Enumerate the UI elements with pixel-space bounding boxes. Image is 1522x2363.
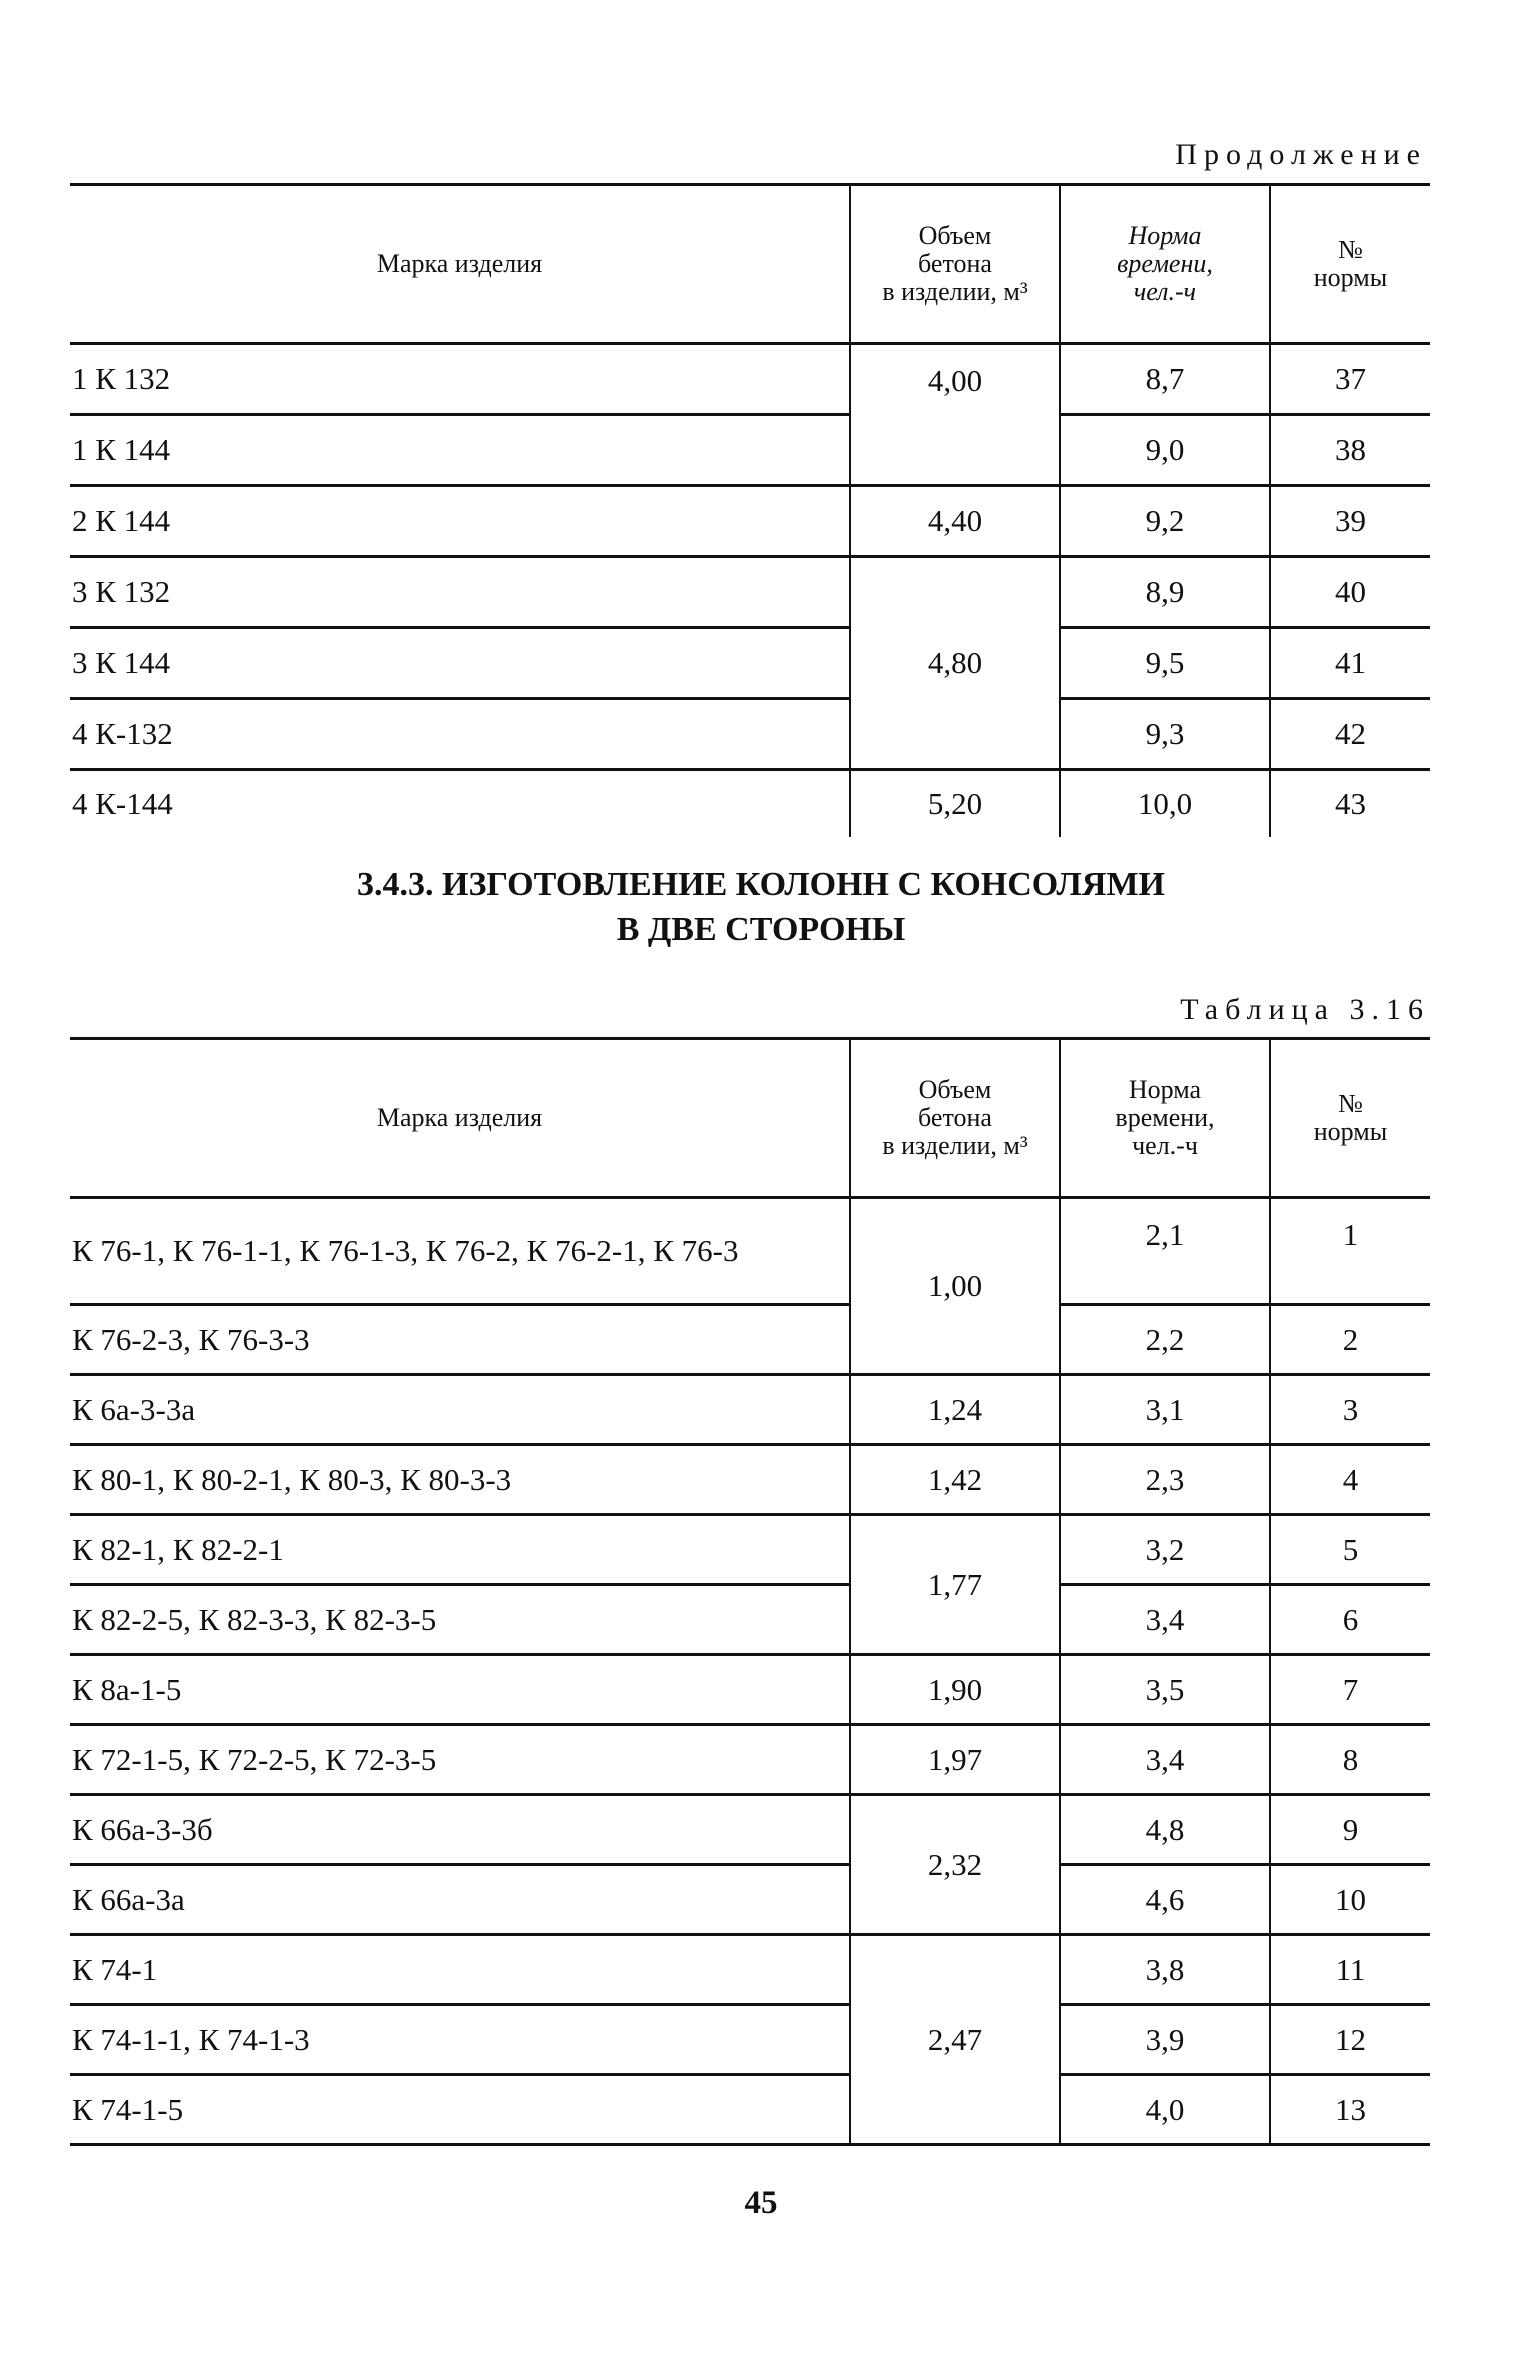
time-cell: 4,0 — [1060, 2075, 1270, 2145]
table-row — [70, 1515, 1430, 1585]
page-number: 45 — [744, 2185, 778, 2221]
mark-cell: К 76-2-3, К 76-3-3 — [70, 1305, 850, 1375]
time-cell: 9,2 — [1060, 486, 1270, 557]
mark-cell: К 82-1, К 82-2-1 — [70, 1515, 850, 1585]
table-number-label: Таблица 3.16 — [1180, 993, 1430, 1026]
header-volume: Объем бетона в изделии, м³ — [850, 185, 1060, 344]
time-cell: 3,2 — [1060, 1515, 1270, 1585]
section-title: 3.4.3. ИЗГОТОВЛЕНИЕ КОЛОНН С КОНСОЛЯМИ В ДВЕ СТОРОНЫ — [357, 866, 1165, 948]
time-cell: 9,5 — [1060, 628, 1270, 699]
volume-cell: 4,40 — [850, 486, 1060, 557]
mark-cell: 4 К-144 — [72, 786, 173, 821]
header-time: Норма времени, чел.-ч — [1060, 185, 1270, 344]
time-cell: 9,3 — [1060, 699, 1270, 770]
volume-cell: 2,47 — [850, 1935, 1060, 2145]
table-row — [70, 415, 1430, 486]
number-cell: 13 — [1270, 2075, 1430, 2145]
mark-cell: 1 К 144 — [70, 415, 850, 486]
table-row — [70, 486, 1430, 557]
table-row — [70, 628, 1430, 699]
time-cell: 3,9 — [1060, 2005, 1270, 2075]
mark-cell: К 74-1-1, К 74-1-3 — [70, 2005, 850, 2075]
time-cell: 4,6 — [1060, 1865, 1270, 1935]
mark-cell: К 72-1-5, К 72-2-5, К 72-3-5 — [70, 1725, 850, 1795]
header-volume: Объем бетона в изделии, м³ — [850, 1039, 1060, 1198]
number-cell: 12 — [1270, 2005, 1430, 2075]
number-cell: 4 — [1270, 1445, 1430, 1515]
volume-cell: 5,20 — [850, 770, 1060, 838]
mark-cell: К 80-1, К 80-2-1, К 80-3, К 80-3-3 — [70, 1445, 850, 1515]
time-cell: 2,1 — [1060, 1198, 1270, 1305]
table-row — [70, 1445, 1430, 1515]
mark-cell: К 66а-3-3б — [70, 1795, 850, 1865]
table-row — [70, 2075, 1430, 2145]
mark-cell: 2 К 144 — [70, 486, 850, 557]
volume-cell: 1,97 — [850, 1725, 1060, 1795]
volume-cell: 1,77 — [850, 1515, 1060, 1655]
time-cell: 2,3 — [1060, 1445, 1270, 1515]
table-row — [70, 1795, 1430, 1865]
mark-cell: К 66а-3а — [70, 1865, 850, 1935]
table-row — [70, 557, 1430, 628]
volume-cell: 1,42 — [850, 1445, 1060, 1515]
volume-cell: 4,80 — [850, 557, 1060, 770]
time-cell: 3,4 — [1060, 1585, 1270, 1655]
mark-cell: 1 К 132 — [70, 344, 850, 415]
number-cell: 9 — [1270, 1795, 1430, 1865]
header-time: Норма времени, чел.-ч — [1060, 1039, 1270, 1198]
time-cell: 4,8 — [1060, 1795, 1270, 1865]
table-row — [70, 699, 1430, 770]
time-cell: 3,4 — [1060, 1725, 1270, 1795]
table-row — [70, 344, 1430, 415]
continuation-label: Продолжение — [1175, 138, 1427, 171]
table-row — [70, 1935, 1430, 2005]
norms-table-3-16 — [70, 1037, 1430, 2146]
table-row — [70, 1865, 1430, 1935]
table-row — [70, 1655, 1430, 1725]
number-cell: 8 — [1270, 1725, 1430, 1795]
mark-cell: К 6а-3-3а — [70, 1375, 850, 1445]
number-cell: 43 — [1270, 770, 1430, 838]
table-row — [70, 1725, 1430, 1795]
number-cell: 39 — [1270, 486, 1430, 557]
mark-cell: К 8а-1-5 — [70, 1655, 850, 1725]
number-cell: 7 — [1270, 1655, 1430, 1725]
number-cell: 37 — [1270, 344, 1430, 415]
table-row — [70, 1198, 1430, 1305]
norms-table-continued — [70, 183, 1430, 837]
number-cell: 40 — [1270, 557, 1430, 628]
volume-cell: 4,00 — [850, 344, 1060, 486]
table-row — [70, 1375, 1430, 1445]
time-cell: 8,9 — [1060, 557, 1270, 628]
table-row — [70, 1305, 1430, 1375]
number-cell: 10 — [1270, 1865, 1430, 1935]
time-cell: 8,7 — [1060, 344, 1270, 415]
table-row — [70, 1585, 1430, 1655]
header-number: № нормы — [1270, 185, 1430, 344]
header-mark: Марка изделия — [70, 185, 850, 344]
table-row — [70, 770, 1430, 838]
number-cell: 38 — [1270, 415, 1430, 486]
mark-cell: 3 К 144 — [70, 628, 850, 699]
time-cell: 2,2 — [1060, 1305, 1270, 1375]
mark-cell: 4 К-132 — [70, 699, 850, 770]
number-cell: 6 — [1270, 1585, 1430, 1655]
number-cell: 1 — [1270, 1198, 1430, 1305]
mark-cell: К 74-1 — [70, 1935, 850, 2005]
time-cell: 9,0 — [1060, 415, 1270, 486]
header-number: № нормы — [1270, 1039, 1430, 1198]
volume-cell: 2,32 — [850, 1795, 1060, 1935]
number-cell: 42 — [1270, 699, 1430, 770]
time-cell: 3,5 — [1060, 1655, 1270, 1725]
number-cell: 3 — [1270, 1375, 1430, 1445]
mark-cell: К 76-1, К 76-1-1, К 76-1-3, К 76-2, К 76-2-1, К 76-3 — [70, 1198, 850, 1305]
mark-cell: К 74-1-5 — [70, 2075, 850, 2145]
volume-cell: 1,90 — [850, 1655, 1060, 1725]
time-cell: 3,1 — [1060, 1375, 1270, 1445]
table-row — [70, 2005, 1430, 2075]
time-cell: 3,8 — [1060, 1935, 1270, 2005]
time-cell: 10,0 — [1060, 770, 1270, 838]
number-cell: 2 — [1270, 1305, 1430, 1375]
number-cell: 11 — [1270, 1935, 1430, 2005]
number-cell: 5 — [1270, 1515, 1430, 1585]
mark-cell: 3 К 132 — [70, 557, 850, 628]
number-cell: 41 — [1270, 628, 1430, 699]
volume-cell: 1,24 — [850, 1375, 1060, 1445]
mark-cell: К 82-2-5, К 82-3-3, К 82-3-5 — [70, 1585, 850, 1655]
header-mark: Марка изделия — [70, 1039, 850, 1198]
volume-cell: 1,00 — [850, 1198, 1060, 1375]
